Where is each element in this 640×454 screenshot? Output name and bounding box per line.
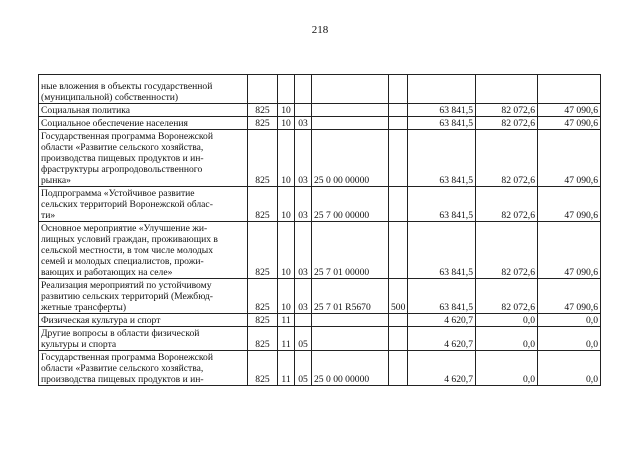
cell-amount-3: 47 090,6 — [538, 130, 601, 187]
cell-amount-2: 82 072,6 — [476, 130, 538, 187]
cell-amount-3: 0,0 — [538, 351, 601, 386]
cell-section: 10 — [278, 130, 295, 187]
cell-name: Социальное обеспечение населения — [39, 117, 248, 130]
cell-section: 10 — [278, 187, 295, 222]
cell-name: Другие вопросы в области физической культуры и спорта — [39, 327, 248, 351]
cell-expense-type — [389, 314, 408, 327]
table-row — [39, 351, 601, 386]
cell-expense-type — [389, 327, 408, 351]
cell-amount-2: 0,0 — [476, 351, 538, 386]
cell-amount-1: 63 841,5 — [408, 130, 476, 187]
table-row — [39, 222, 601, 279]
cell-target-article — [312, 75, 389, 104]
cell-amount-1: 4 620,7 — [408, 351, 476, 386]
cell-amount-1: 63 841,5 — [408, 222, 476, 279]
table-row — [39, 117, 601, 130]
cell-target-article — [312, 104, 389, 117]
cell-target-article — [312, 327, 389, 351]
cell-section: 10 — [278, 279, 295, 314]
cell-expense-type — [389, 75, 408, 104]
cell-subsection: 05 — [295, 351, 312, 386]
cell-amount-3: 47 090,6 — [538, 279, 601, 314]
cell-ved-code: 825 — [248, 351, 278, 386]
cell-expense-type — [389, 351, 408, 386]
cell-name: Реализация мероприятий по устойчивому развитию сельских территорий (Межбюд- жетные трансферты) — [39, 279, 248, 314]
cell-amount-1 — [408, 75, 476, 104]
cell-expense-type: 500 — [389, 279, 408, 314]
cell-amount-2: 82 072,6 — [476, 279, 538, 314]
cell-name: Подпрограмма «Устойчивое развитие сельских территорий Воронежской облас- ти» — [39, 187, 248, 222]
cell-ved-code: 825 — [248, 222, 278, 279]
cell-subsection — [295, 104, 312, 117]
cell-name: Государственная программа Воронежской области «Развитие сельского хозяйства, производства пищевых продуктов и ин- — [39, 351, 248, 386]
cell-target-article: 25 7 01 R5670 — [312, 279, 389, 314]
cell-ved-code: 825 — [248, 187, 278, 222]
cell-amount-3 — [538, 75, 601, 104]
cell-subsection: 03 — [295, 279, 312, 314]
table-row — [39, 75, 601, 104]
table-row — [39, 187, 601, 222]
cell-ved-code: 825 — [248, 279, 278, 314]
cell-amount-2: 82 072,6 — [476, 104, 538, 117]
cell-amount-1: 63 841,5 — [408, 117, 476, 130]
cell-ved-code: 825 — [248, 314, 278, 327]
cell-expense-type — [389, 130, 408, 187]
cell-subsection: 05 — [295, 327, 312, 351]
cell-amount-2: 0,0 — [476, 327, 538, 351]
cell-name: Основное мероприятие «Улучшение жи- лищных условий граждан, проживающих в сельской местности, в том числе молодых семей и молодых специалистов, прожи- вающих и работающих на селе» — [39, 222, 248, 279]
cell-name: Физическая культура и спорт — [39, 314, 248, 327]
cell-amount-2: 82 072,6 — [476, 222, 538, 279]
cell-ved-code: 825 — [248, 130, 278, 187]
cell-amount-1: 63 841,5 — [408, 104, 476, 117]
table-row — [39, 327, 601, 351]
cell-amount-3: 47 090,6 — [538, 117, 601, 130]
cell-subsection: 03 — [295, 130, 312, 187]
cell-subsection: 03 — [295, 187, 312, 222]
cell-amount-2 — [476, 75, 538, 104]
cell-expense-type — [389, 187, 408, 222]
cell-amount-3: 47 090,6 — [538, 187, 601, 222]
cell-ved-code — [248, 75, 278, 104]
cell-name: Социальная политика — [39, 104, 248, 117]
cell-amount-1: 4 620,7 — [408, 327, 476, 351]
cell-section: 11 — [278, 351, 295, 386]
cell-target-article: 25 0 00 00000 — [312, 351, 389, 386]
cell-amount-2: 0,0 — [476, 314, 538, 327]
cell-ved-code: 825 — [248, 327, 278, 351]
budget-table — [38, 74, 601, 386]
cell-expense-type — [389, 222, 408, 279]
cell-section: 10 — [278, 222, 295, 279]
cell-section: 10 — [278, 104, 295, 117]
cell-amount-3: 0,0 — [538, 327, 601, 351]
cell-target-article: 25 0 00 00000 — [312, 130, 389, 187]
cell-amount-2: 82 072,6 — [476, 187, 538, 222]
table-body — [39, 75, 601, 386]
table-row — [39, 104, 601, 117]
cell-section — [278, 75, 295, 104]
table-row — [39, 314, 601, 327]
cell-subsection: 03 — [295, 222, 312, 279]
cell-amount-3: 47 090,6 — [538, 104, 601, 117]
cell-amount-1: 63 841,5 — [408, 187, 476, 222]
cell-amount-1: 4 620,7 — [408, 314, 476, 327]
cell-target-article: 25 7 01 00000 — [312, 222, 389, 279]
cell-ved-code: 825 — [248, 117, 278, 130]
cell-amount-3: 0,0 — [538, 314, 601, 327]
cell-amount-3: 47 090,6 — [538, 222, 601, 279]
cell-target-article — [312, 314, 389, 327]
cell-expense-type — [389, 117, 408, 130]
cell-section: 11 — [278, 314, 295, 327]
cell-expense-type — [389, 104, 408, 117]
cell-subsection: 03 — [295, 117, 312, 130]
cell-ved-code: 825 — [248, 104, 278, 117]
cell-section: 10 — [278, 117, 295, 130]
cell-amount-2: 82 072,6 — [476, 117, 538, 130]
cell-amount-1: 63 841,5 — [408, 279, 476, 314]
table-row — [39, 130, 601, 187]
cell-target-article — [312, 117, 389, 130]
cell-name: ные вложения в объекты государственной (муниципальной) собственности) — [39, 75, 248, 104]
page-number: 218 — [311, 24, 329, 36]
table-row — [39, 279, 601, 314]
cell-target-article: 25 7 00 00000 — [312, 187, 389, 222]
cell-subsection — [295, 75, 312, 104]
cell-name: Государственная программа Воронежской области «Развитие сельского хозяйства, производства пищевых продуктов и ин- фраструктуры агропродовольственного рынка» — [39, 130, 248, 187]
cell-section: 11 — [278, 327, 295, 351]
cell-subsection — [295, 314, 312, 327]
